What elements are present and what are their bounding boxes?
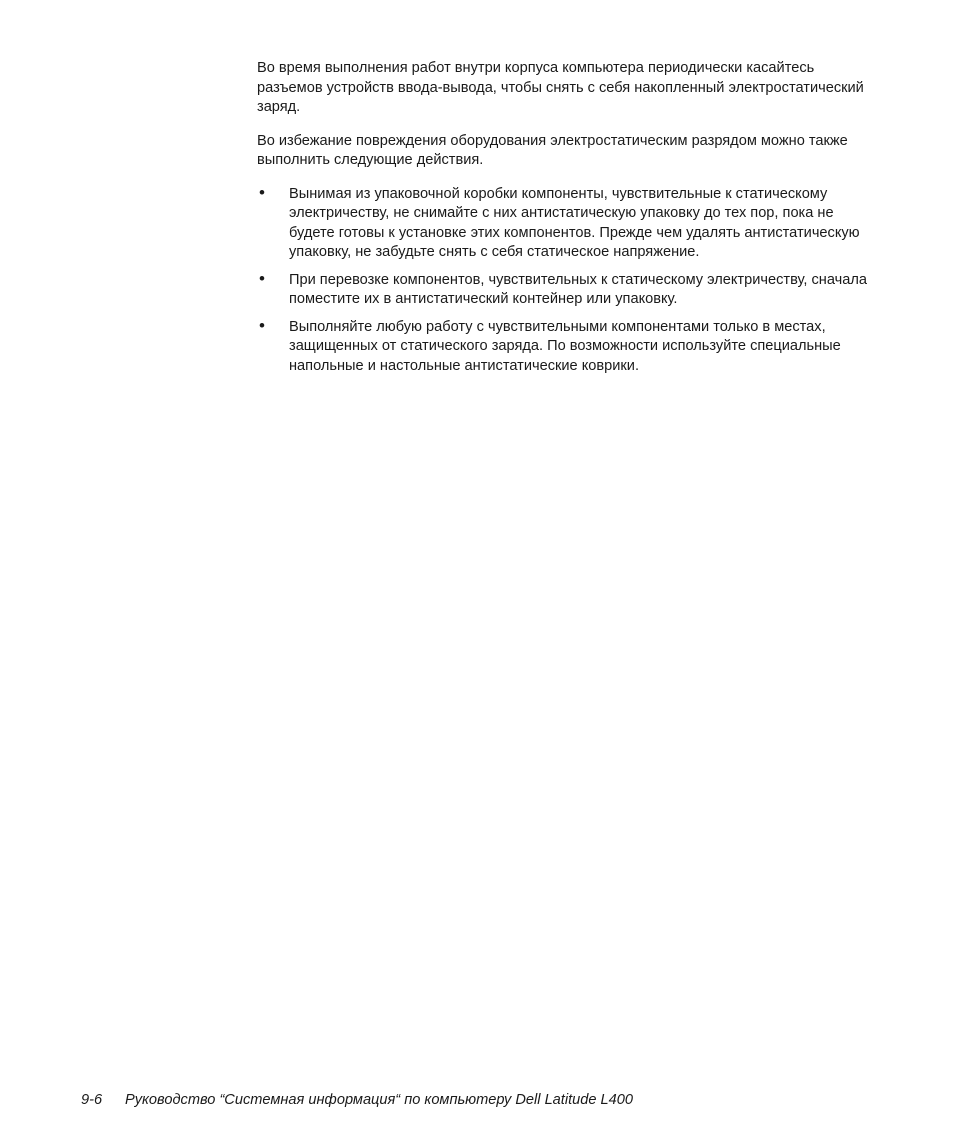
bullet-icon: • xyxy=(259,182,265,202)
bullet-icon: • xyxy=(259,315,265,335)
paragraph-1: Во время выполнения работ внутри корпуса компьютера периодически касайтесь разъемов устройств ввода-вывода, чтобы снять с себя накопленный электростатический заряд. xyxy=(257,60,864,115)
list-item-text: Выполняйте любую работу с чувствительными компонентами только в местах, защищенных от статического заряда. По возможности используйте специальные напольные и настольные антистатические коврики. xyxy=(289,318,841,374)
list-item-text: При перевозке компонентов, чувствительных к статическому электричеству, сначала поместите их в антистатический контейнер или упаковку. xyxy=(289,271,867,307)
page-footer xyxy=(81,1091,633,1110)
bullet-list xyxy=(257,182,867,377)
paragraph-2: Во избежание повреждения оборудования электростатическим разрядом можно также выполнить следующие действия. xyxy=(257,132,848,168)
document-body xyxy=(257,59,867,384)
list-item xyxy=(257,268,867,310)
page-number: 9-6 xyxy=(81,1092,103,1108)
bullet-icon: • xyxy=(259,268,265,288)
footer-title: Руководство “Системная информация“ по компьютеру Dell Latitude L400 xyxy=(125,1092,634,1108)
list-item-text: Вынимая из упаковочной коробки компоненты, чувствительные к статическому электричеству, не снимайте с них антистатическую упаковку до тех пор, пока не будете готовы к установке этих компонентов. Прежде чем удалять антистатическую упаковку, не забудьте снять с себя статическое напряжение. xyxy=(289,185,860,260)
list-item xyxy=(257,182,867,263)
list-item xyxy=(257,315,867,377)
